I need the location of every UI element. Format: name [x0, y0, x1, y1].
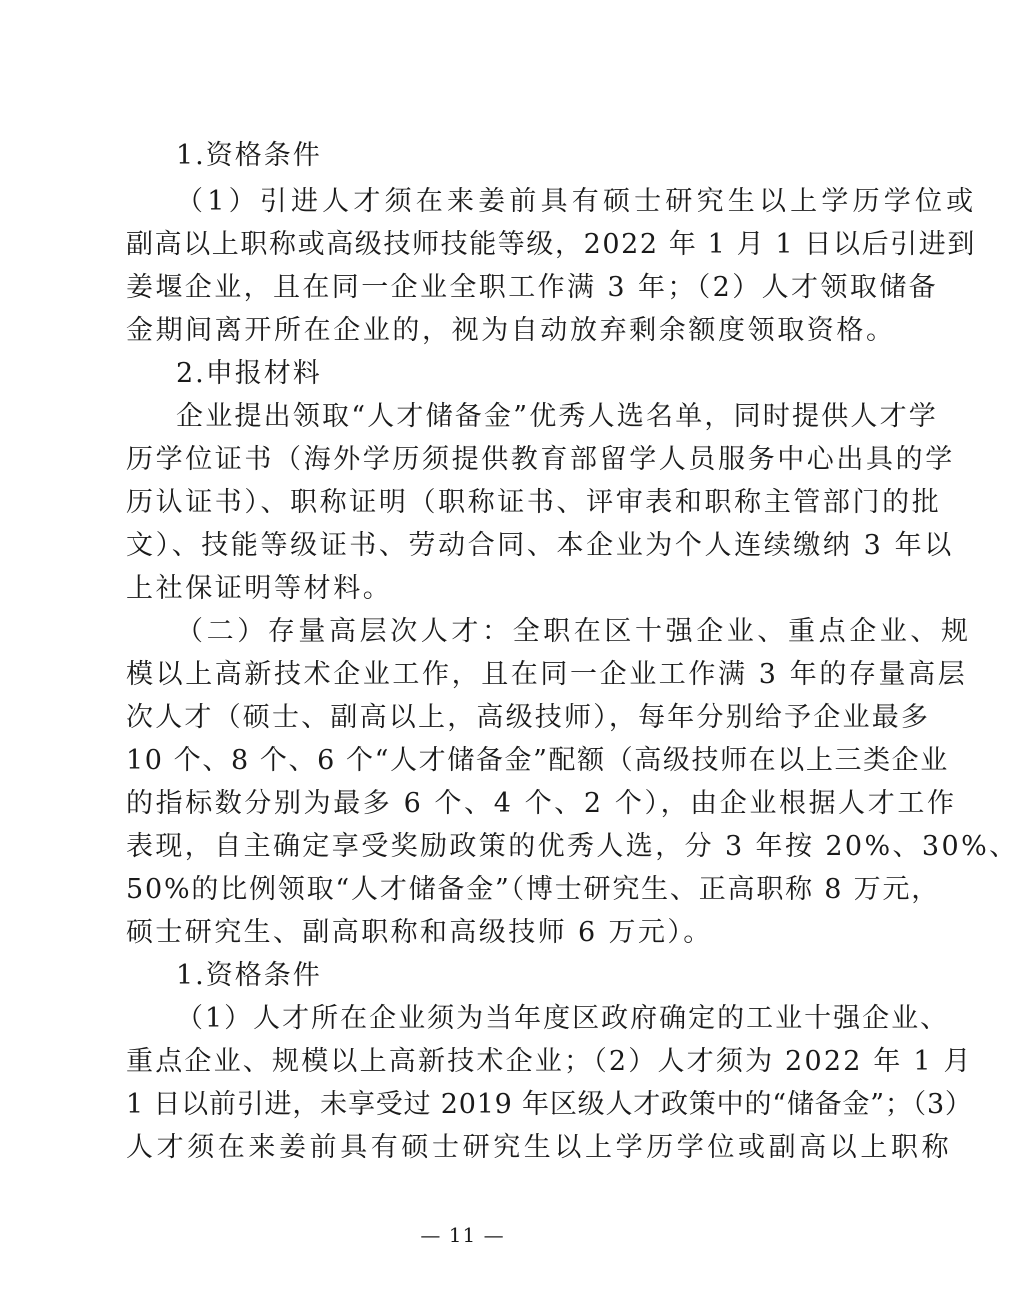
paragraph-line: 历认证书）、职称证明（职称证书、评审表和职称主管部门的批 — [126, 487, 942, 518]
section-heading-eligibility: 1.资格条件 — [176, 960, 322, 991]
paragraph-line: 人才须在来姜前具有硕士研究生以上学历学位或副高以上职称 — [126, 1132, 953, 1163]
paragraph-line: 10 个、8 个、6 个“人才储备金”配额（高级技师在以上三类企业 — [126, 745, 949, 776]
paragraph-line: 的指标数分别为最多 6 个、4 个、2 个），由企业根据人才工作 — [126, 788, 957, 819]
paragraph-line: （1）人才所在企业须为当年度区政府确定的工业十强企业、 — [176, 1003, 950, 1034]
paragraph-line: 上社保证明等材料。 — [126, 573, 393, 604]
paragraph-line: 模以上高新技术企业工作，且在同一企业工作满 3 年的存量高层 — [126, 659, 968, 690]
paragraph-line: 姜堰企业，且在同一企业全职工作满 3 年；（2）人才领取储备 — [126, 272, 939, 303]
paragraph-line: 表现，自主确定享受奖励政策的优秀人选，分 3 年按 20%、30%、 — [126, 831, 1019, 862]
page-number: — 11 — — [420, 1223, 505, 1247]
paragraph-line: 历学位证书（海外学历须提供教育部留学人员服务中心出具的学 — [126, 444, 955, 475]
paragraph-line: 金期间离开所在企业的，视为自动放弃剩余额度领取资格。 — [126, 315, 896, 346]
paragraph-line: 文）、技能等级证书、劳动合同、本企业为个人连续缴纳 3 年以 — [126, 530, 954, 561]
paragraph-line: 1 日以前引进，未享受过 2019 年区级人才政策中的“储备金”；（3） — [126, 1089, 973, 1120]
paragraph-line: 次人才（硕士、副高以上，高级技师），每年分别给予企业最多 — [126, 702, 931, 733]
section-heading-materials: 2.申报材料 — [176, 358, 322, 389]
section-heading-eligibility: 1.资格条件 — [176, 140, 322, 171]
section-heading-existing-talent: （二）存量高层次人才：全职在区十强企业、重点企业、规 — [176, 616, 972, 647]
paragraph-line: 副高以上职称或高级技师技能等级，2022 年 1 月 1 日以后引进到 — [126, 229, 976, 260]
paragraph-line: 50%的比例领取“人才储备金”（博士研究生、正高职称 8 万元， — [126, 874, 941, 905]
paragraph-line: 硕士研究生、副高职称和高级技师 6 万元）。 — [126, 917, 713, 948]
paragraph-line: 企业提出领取“人才储备金”优秀人选名单，同时提供人才学 — [176, 401, 939, 432]
paragraph-line: （1）引进人才须在来姜前具有硕士研究生以上学历学位或 — [176, 186, 978, 217]
paragraph-line: 重点企业、规模以上高新技术企业；（2）人才须为 2022 年 1 月 — [126, 1046, 973, 1077]
